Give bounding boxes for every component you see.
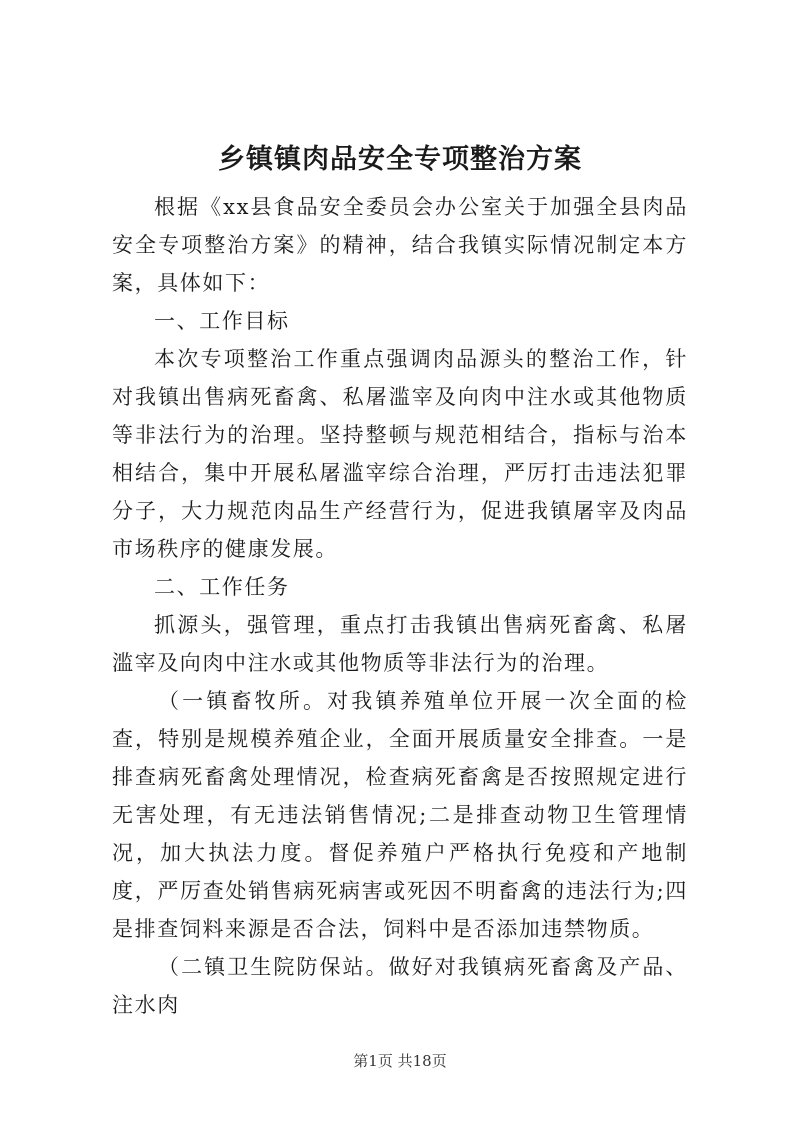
tasks-paragraph: 抓源头，强管理，重点打击我镇出售病死畜禽、私屠滥宰及向肉中注水或其他物质等非法行为的治理。 [112, 613, 688, 675]
intro-paragraph: 根据《xx县食品安全委员会办公室关于加强全县肉品安全专项整治方案》的精神，结合我镇实际情况制定本方案，具体如下： [112, 195, 688, 295]
document-title: 乡镇镇肉品安全专项整治方案 [218, 144, 582, 175]
section-heading-tasks: 二、工作任务 [154, 575, 290, 599]
page-footer: 第1页 共18页 [353, 1052, 447, 1070]
document-page [112, 138, 688, 1024]
goals-paragraph: 本次专项整治工作重点强调肉品源头的整治工作，针对我镇出售病死畜禽、私屠滥宰及向肉中注水或其他物质等非法行为的治理。坚持整顿与规范相结合，指标与治本相结合，集中开展私屠滥宰综合治理，严厉打击违法犯罪分子，大力规范肉品生产经营行为，促进我镇屠宰及肉品市场秩序的健康发展。 [112, 347, 688, 561]
section-heading-goals: 一、工作目标 [154, 309, 290, 333]
task-item-health-station: （二镇卫生院防保站。做好对我镇病死畜禽及产品、注水肉 [112, 955, 688, 1017]
task-item-animal-husbandry: （一镇畜牧所。对我镇养殖单位开展一次全面的检查，特别是规模养殖企业，全面开展质量安全排查。一是排查病死畜禽处理情况，检查病死畜禽是否按照规定进行无害处理，有无违法销售情况;二是排查动物卫生管理情况，加大执法力度。督促养殖户严格执行免疫和产地制度，严厉查处销售病死病害或死因不明畜禽的违法行为;四是排查饲料来源是否合法，饲料中是否添加违禁物质。 [112, 689, 688, 941]
